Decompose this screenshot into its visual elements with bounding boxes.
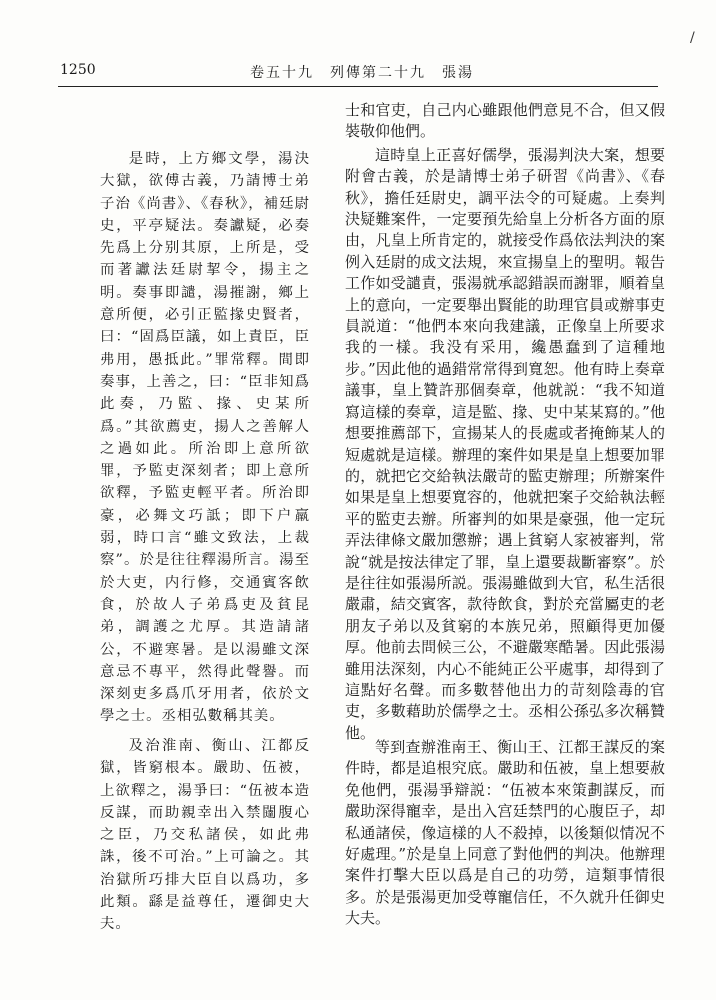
classical-paragraph-1: 是時，上方鄉文學，湯決大獄，欲傅古義，乃請博士弟子治《尚書》、《春秋》，補廷尉史，平亭疑法。奏讞疑，必奏先爲上分别其原，上所是，受而著讞法廷尉挈令，揚主之明。奏事即譴，湯摧謝，鄉上意所便，必引正監掾史賢者，曰：“固爲臣議，如上責臣，臣弗用，愚抵此。”罪常釋。間即奏事，上善之，曰：“臣非知爲此奏，乃監、掾、史某所爲。”其欲薦吏，揚人之善解人之過如此。所治即上意所欲罪，予監吏深刻者；即上意所欲釋，予監吏輕平者。所治即豪，必舞文巧詆；即下户羸弱，時口言“雖文致法，上裁察”。於是往往釋湯所言。湯至於大吏，内行修，交通賓客飲食，於故人子弟爲吏及貧昆弟，調護之尤厚。其造請諸公，不避寒暑。是以湯雖文深意忌不專平，然得此聲譽。而深刻吏多爲爪牙用者，依於文學之士。丞相弘數稱其美。	[100, 151, 310, 725]
running-head: 卷五十九 列傳第二十九 張湯	[250, 65, 474, 81]
modern-text-column-2	[345, 737, 665, 930]
header-rule	[58, 86, 658, 87]
modern-text-column	[345, 100, 665, 744]
classical-text-column-2	[100, 735, 310, 936]
page-number: 1250	[60, 62, 96, 78]
stray-mark: /	[690, 30, 695, 46]
classical-text-column	[100, 148, 310, 728]
classical-paragraph-2: 及治淮南、衡山、江都反獄，皆窮根本。嚴助、伍被，上欲釋之，湯爭曰：“伍被本造反謀，而助親幸出入禁闥腹心之臣，乃交私諸侯，如此弗誅，後不可治。”上可論之。其治獄所巧排大臣自以爲功，多此類。繇是益尊任，遷御史大夫。	[100, 738, 310, 933]
modern-paragraph-2: 等到查辦淮南王、衡山王、江都王謀反的案件時，都是追根究底。嚴助和伍被，皇上想要赦免他們，張湯爭辯説：“伍被本來策劃謀反，而嚴助深得寵幸，是出入宫廷禁門的心腹臣子，却私通諸侯，像這樣的人不殺掉，以後類似情况不好處理。”於是皇上同意了對他們的判决。他辦理案件打擊大臣以爲是自己的功勞，這類事情很多。於是張湯更加受尊寵信任，不久就升任御史大夫。	[345, 738, 665, 928]
modern-paragraph-1: 這時皇上正喜好儒學，張湯判決大案，想要附會古義，於是請博士弟子研習《尚書》、《春秋》，擔任廷尉史，調平法令的可疑處。上奏判決疑難案件，一定要預先給皇上分析各方面的原由，凡皇上所肯定的，就接受作爲依法判決的案例入廷尉的成文法規，來宣揚皇上的聖明。報告工作如受譴責，張湯就承認錯誤而謝罪，順着皇上的意向，一定要舉出賢能的助理官員或辦事吏員説道：“他們本來向我建議，正像皇上所要求我的一樣。我没有采用，纔愚蠢到了這種地步。”因此他的過錯常常得到寬恕。他有時上奏章議事，皇上贊許那個奏章，他就説：“我不知道寫這樣的奏章，這是監、掾、史中某某寫的。”他想要推薦部下，宣揚某人的長處或者掩飾某人的短處就是這樣。辦理的案件如果是皇上想要加罪的，就把它交給執法嚴苛的監吏辦理；所辦案件如果是皇上想要寬容的，他就把案子交給執法輕平的監吏去辦。所審判的如果是豪强，他一定玩弄法律條文嚴加懲辦；遇上貧窮人家被審判，常說“就是按法律定了罪，皇上還要裁斷審察”。於是往往如張湯所説。張湯雖做到大官，私生活很嚴肅，結交賓客，款待飲食，對於充當屬吏的老朋友子弟以及貧窮的本族兄弟，照顧得更加優厚。他前去問候三公，不避嚴寒酷暑。因此張湯雖用法深刻，内心不能純正公平處事，却得到了這點好名聲。而多數替他出力的苛刻陰毒的官吏，多數藉助於儒學之士。丞相公孫弘多次稱贊他。	[345, 145, 665, 742]
modern-paragraph-0: 士和官吏，自己内心雖跟他們意見不合，但又假裝敬仰他們。	[345, 101, 665, 141]
